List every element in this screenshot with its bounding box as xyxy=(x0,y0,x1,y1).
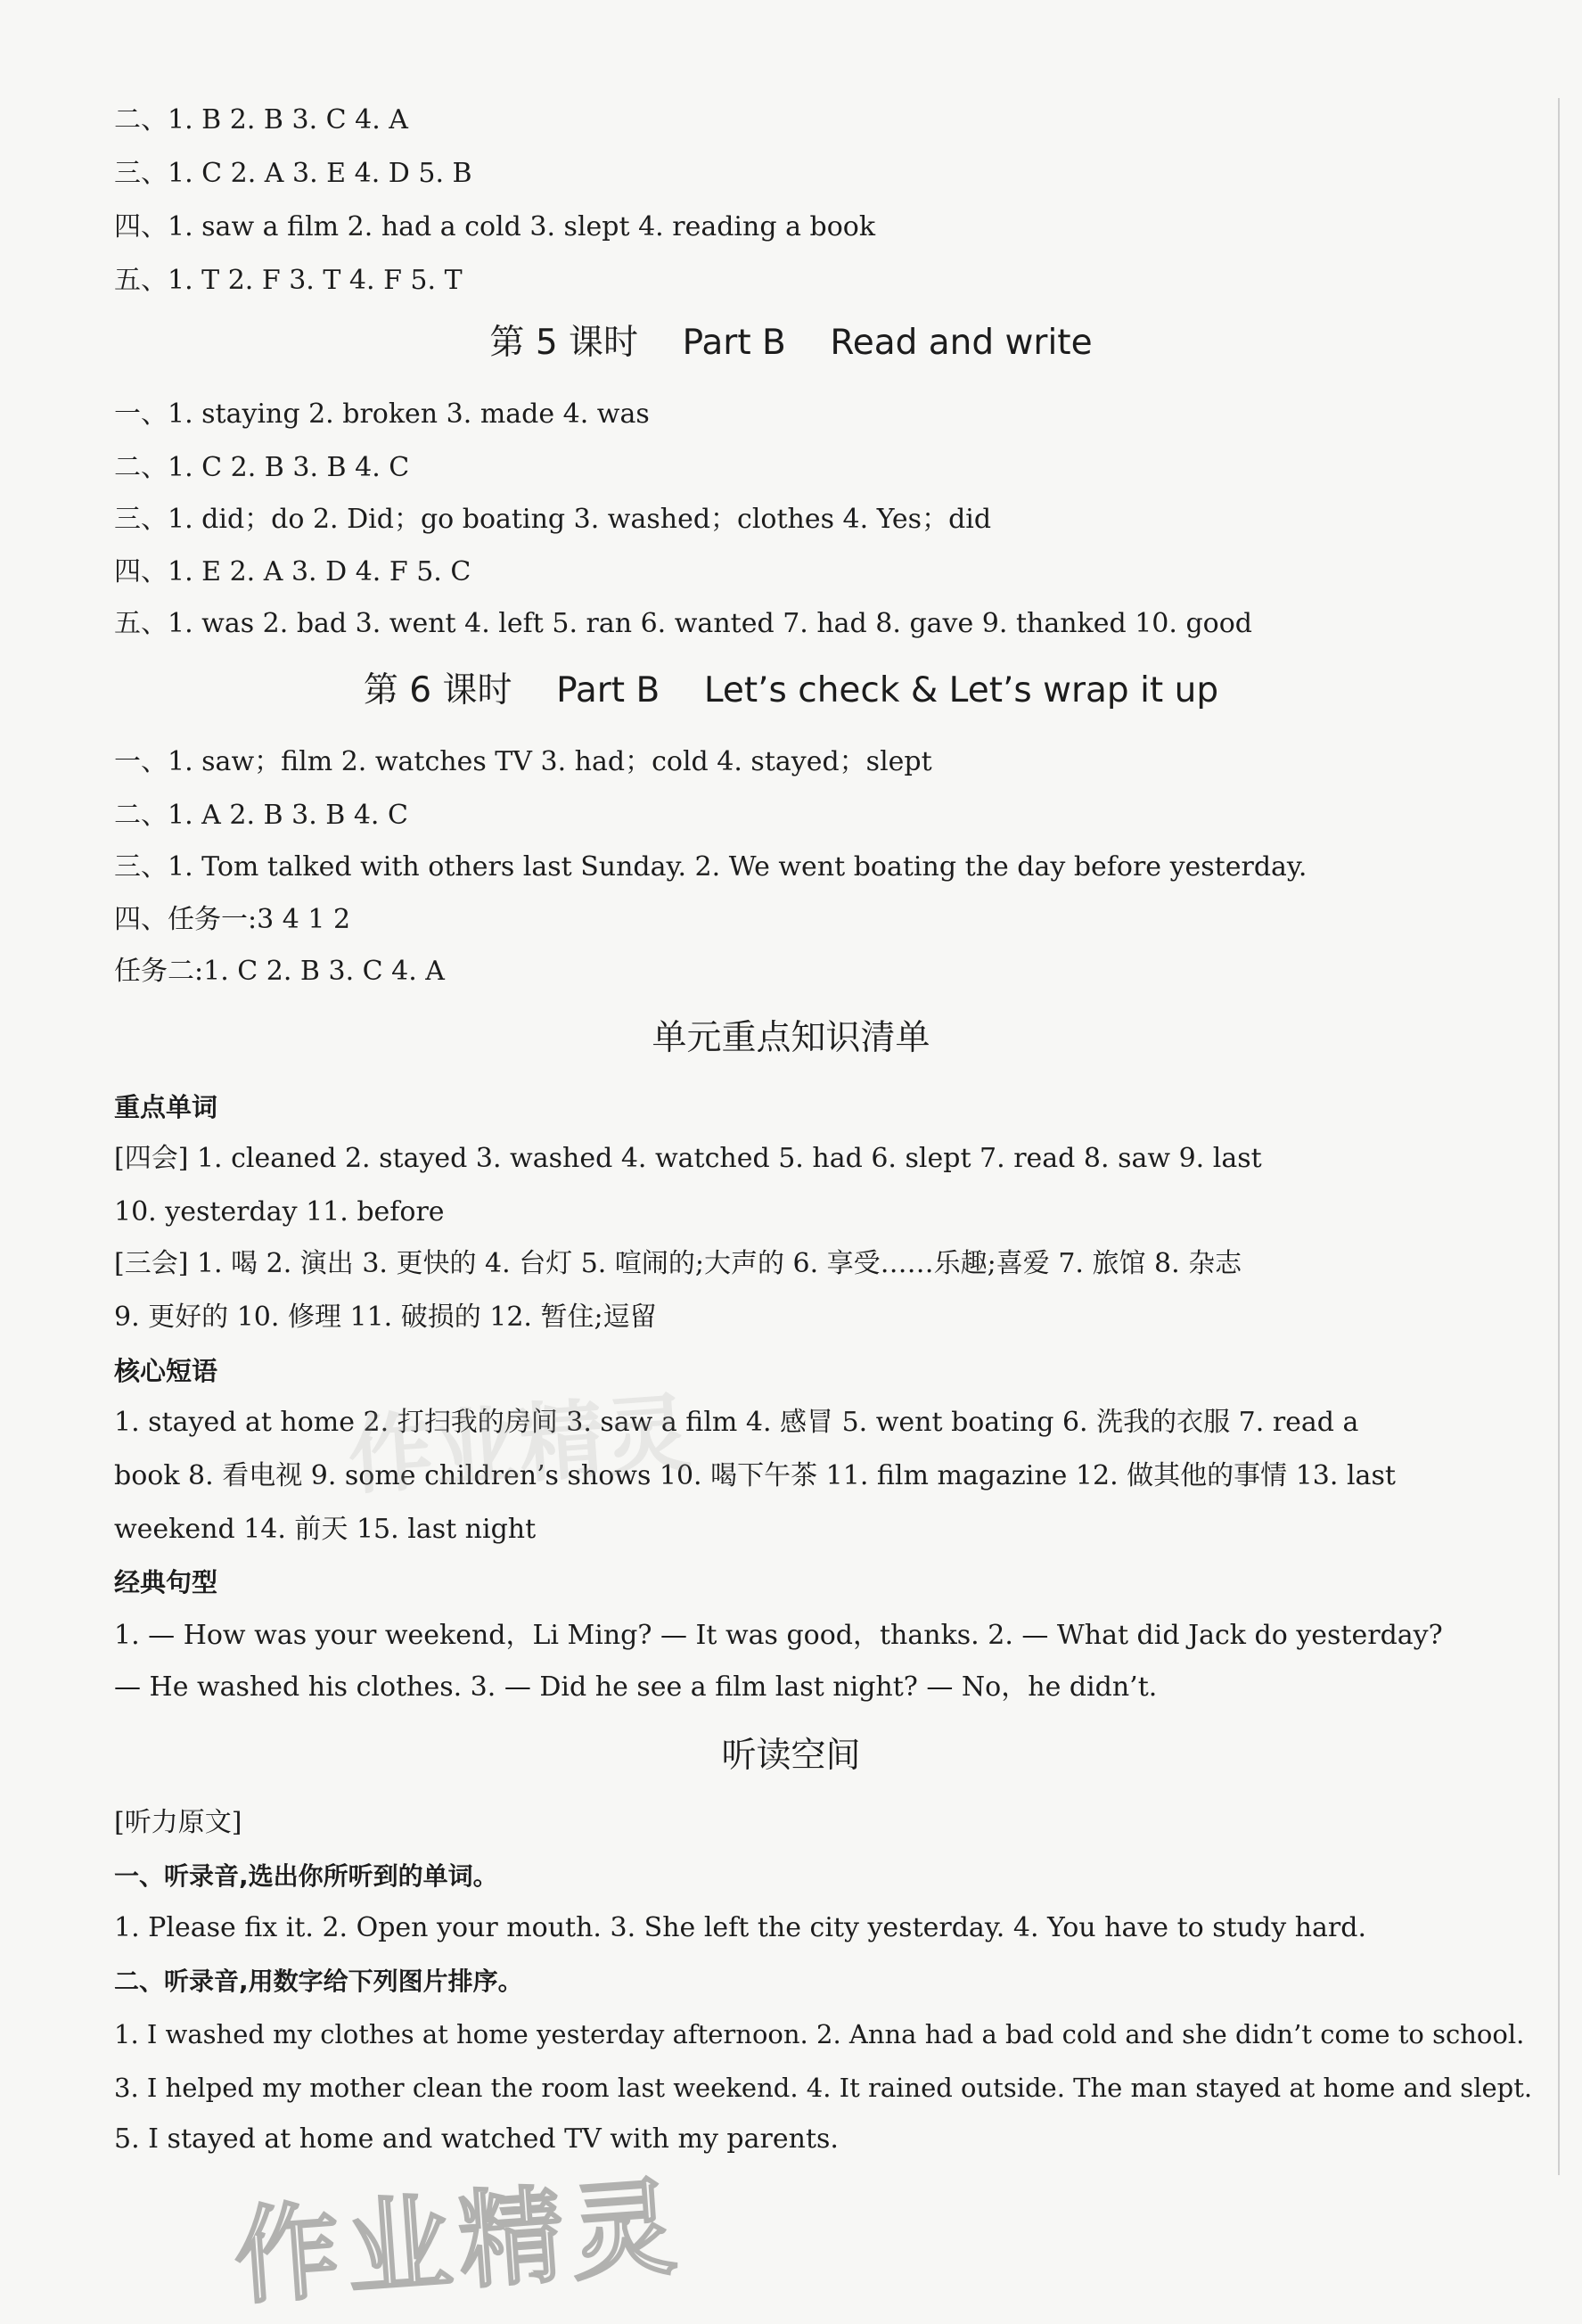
watermark-logo: 作业精灵 xyxy=(230,2164,687,2320)
answer-line: 三、1. did；do 2. Did；go boating 3. washed；clothes 4. Yes；did xyxy=(114,504,992,535)
listening-part2-title: 二、听录音,用数字给下列图片排序。 xyxy=(114,1967,523,1996)
key-phrases-title: 核心短语 xyxy=(114,1356,218,1386)
lesson-5-heading: 第 5 课时 Part B Read and write xyxy=(489,323,1093,363)
answer-line: 1. stayed at home 2. 打扫我的房间 3. saw a film 4. 感冒 5. went boating 6. 洗我的衣服 7. read a xyxy=(114,1407,1359,1438)
answer-line: 1. Please fix it. 2. Open your mouth. 3. She left the city yesterday. 4. You have to study hard. xyxy=(114,1912,1366,1943)
answer-line: 5. I stayed at home and watched TV with my parents. xyxy=(114,2123,839,2155)
answer-line: [四会] 1. cleaned 2. stayed 3. washed 4. watched 5. had 6. slept 7. read 8. saw 9. last xyxy=(114,1143,1262,1174)
listening-heading: 听读空间 xyxy=(721,1736,861,1776)
key-sentences-title: 经典句型 xyxy=(114,1567,218,1597)
answer-line: 四、1. saw a film 2. had a cold 3. slept 4. reading a book xyxy=(114,211,876,242)
answer-line: book 8. 看电视 9. some children’s shows 10. 喝下午茶 11. film magazine 12. 做其他的事情 13. last xyxy=(114,1460,1396,1491)
answer-line: 一、1. saw；film 2. watches TV 3. had；cold 4. stayed；slept xyxy=(114,746,932,777)
answer-line: 10. yesterday 11. before xyxy=(114,1196,445,1228)
answer-line: 二、1. B 2. B 3. C 4. A xyxy=(114,104,408,135)
answer-line: — He washed his clothes. 3. — Did he see a film last night? — No，he didn’t. xyxy=(114,1671,1158,1703)
unit-summary-heading: 单元重点知识清单 xyxy=(652,1018,930,1058)
answer-line: 五、1. T 2. F 3. T 4. F 5. T xyxy=(114,265,463,296)
answer-line: 四、1. E 2. A 3. D 4. F 5. C xyxy=(114,556,471,587)
answer-line: 1. — How was your weekend，Li Ming? — It was good，thanks. 2. — What did Jack do yesterday? xyxy=(114,1620,1443,1651)
answer-line: 一、1. staying 2. broken 3. made 4. was xyxy=(114,398,650,430)
listening-source-title: [听力原文] xyxy=(114,1807,242,1838)
answer-line: 四、任务一:3 4 1 2 xyxy=(114,904,351,935)
answer-line: 9. 更好的 10. 修理 11. 破损的 12. 暂住;逗留 xyxy=(114,1302,657,1333)
right-margin-line xyxy=(1558,98,1560,2175)
key-words-title: 重点单词 xyxy=(114,1092,218,1122)
watermark-faint: 作业精灵 xyxy=(345,1383,693,1507)
answer-line: 二、1. A 2. B 3. B 4. C xyxy=(114,800,408,831)
answer-line: 三、1. C 2. A 3. E 4. D 5. B xyxy=(114,158,472,189)
answer-line: 二、1. C 2. B 3. B 4. C xyxy=(114,452,410,483)
answer-line: [三会] 1. 喝 2. 演出 3. 更快的 4. 台灯 5. 喧闹的;大声的 6. 享受……乐趣;喜爱 7. 旅馆 8. 杂志 xyxy=(114,1248,1242,1279)
listening-part1-title: 一、听录音,选出你所听到的单词。 xyxy=(114,1861,498,1891)
answer-line: weekend 14. 前天 15. last night xyxy=(114,1514,537,1545)
answer-line: 3. I helped my mother clean the room last weekend. 4. It rained outside. The man stayed at home and slept. xyxy=(114,2073,1533,2103)
answer-line: 1. I washed my clothes at home yesterday afternoon. 2. Anna had a bad cold and she didn’t come to school. xyxy=(114,2019,1525,2049)
answer-line: 三、1. Tom talked with others last Sunday. 2. We went boating the day before yesterday. xyxy=(114,851,1307,883)
lesson-6-heading: 第 6 课时 Part B Let’s check & Let’s wrap it up xyxy=(363,670,1219,710)
answer-line: 五、1. was 2. bad 3. went 4. left 5. ran 6. wanted 7. had 8. gave 9. thanked 10. good xyxy=(114,608,1252,639)
answer-line: 任务二:1. C 2. B 3. C 4. A xyxy=(114,956,445,987)
